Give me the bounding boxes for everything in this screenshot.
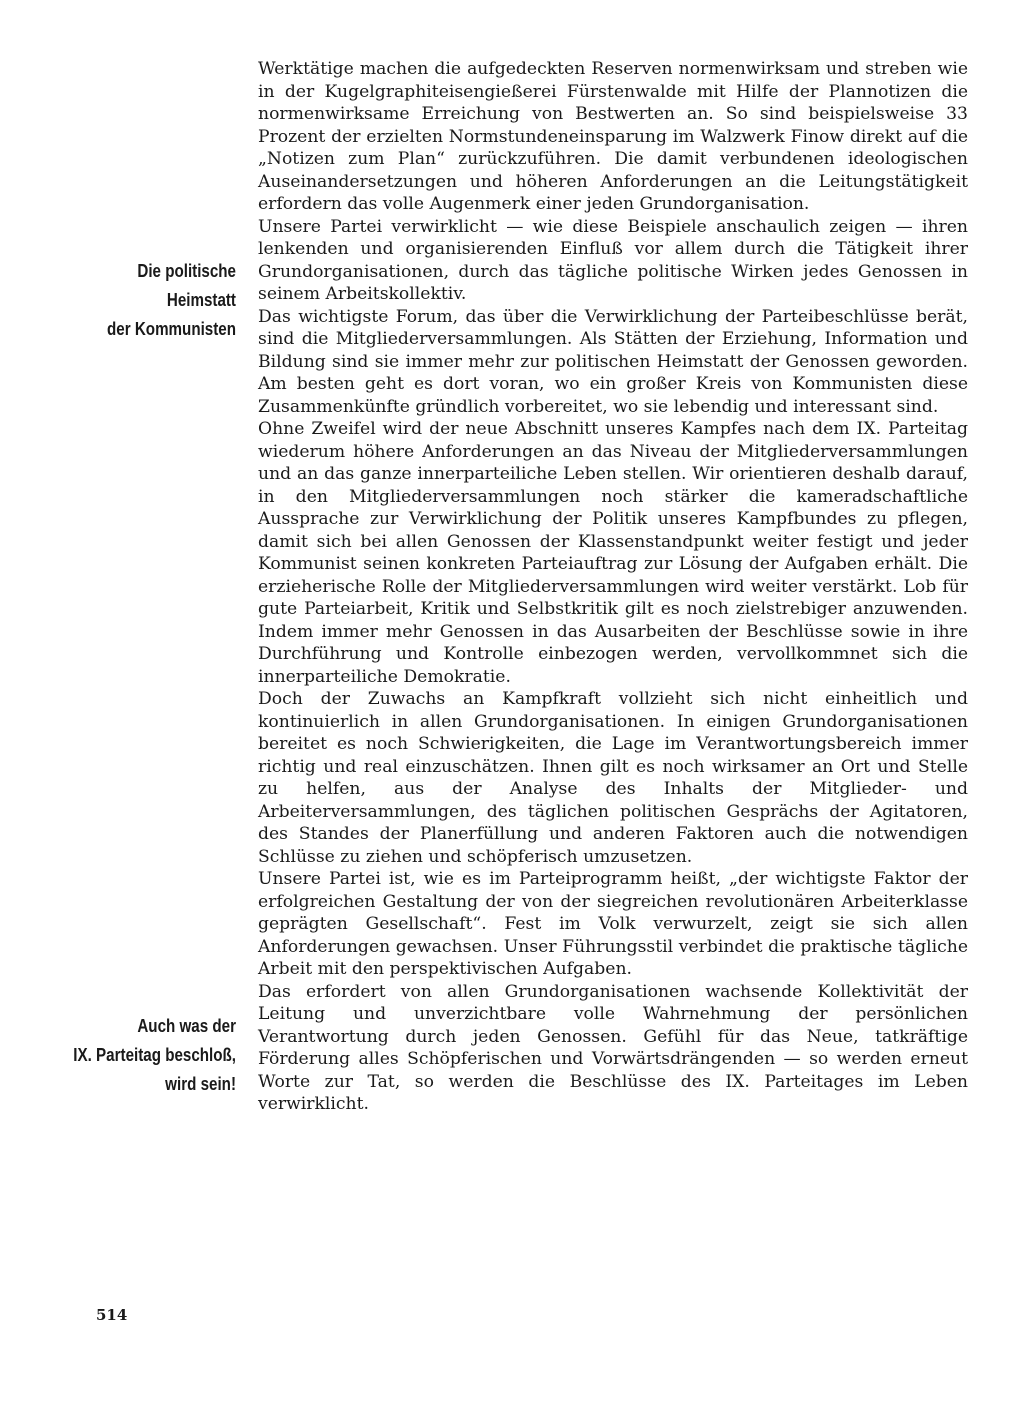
paragraph-2: Unsere Partei verwirklicht — wie diese Beispiele anschaulich zeigen — ihren lenkenden und organisierenden Einfluß vor allem durch die Tätigkeit ihrer Grundorganisationen, durch das tägliche politische Wirken jedes Genossen in seinem Arbeitskollektiv. bbox=[258, 216, 968, 304]
page-number: 514 bbox=[96, 1306, 128, 1324]
marginal-note-line: der Kommunisten bbox=[107, 318, 236, 339]
marginal-note-line: Die politische bbox=[137, 260, 236, 281]
body-text-column bbox=[258, 58, 968, 1116]
marginal-note-parteitag bbox=[72, 1011, 236, 1098]
marginal-note-line: wird sein! bbox=[165, 1073, 236, 1094]
paragraph-6: Unsere Partei ist, wie es im Parteiprogramm heißt, „der wichtigste Faktor der erfolgreichen Gestaltung der von der siegreichen revolutionären Arbeiterklasse geprägten Gesellschaft“. Fest im Volk verwurzelt, zeigt sie sich allen Anforderungen gewachsen. Unser Führungsstil verbindet die praktische tägliche Arbeit mit den perspektivischen Aufgaben. bbox=[258, 869, 968, 979]
paragraph-3: Das wichtigste Forum, das über die Verwirklichung der Parteibeschlüsse berät, sind die Mitgliederversammlungen. Als Stätten der Erziehung, Information und Bildung sind sie immer mehr zur politischen Heimstatt der Genossen geworden. Am besten geht es dort voran, wo ein großer Kreis von Kommunisten diese Zusammenkünfte gründlich vorbereitet, wo sie lebendig und interessant sind. bbox=[258, 306, 968, 417]
paragraph-4: Ohne Zweifel wird der neue Abschnitt unseres Kampfes nach dem IX. Parteitag wiederum höhere Anforderungen an das Niveau der Mitgliederversammlungen und an das ganze innerparteiliche Leben stellen. Wir orientieren deshalb darauf, in den Mitgliederversammlungen noch stärker die kameradschaftliche Aussprache zur Verwirklichung der Politik unseres Kampfbundes zu pflegen, damit sich bei allen Genossen der Klassenstandpunkt weiter festigt und jeder Kommunist seinen konkreten Parteiauftrag zur Lösung der Aufgaben erhält. Die erzieherische Rolle der Mitgliederversammlungen wird weiter verstärkt. Lob für gute Parteiarbeit, Kritik und Selbstkritik gilt es noch zielstrebiger anzuwenden. Indem immer mehr Genossen in das Ausarbeiten der Beschlüsse sowie in ihre Durchführung und Kontrolle einbezogen werden, vervollkommnet sich die innerparteiliche Demokratie. bbox=[258, 419, 968, 687]
paragraph-7: Das erfordert von allen Grundorganisationen wachsende Kollektivität der Leitung und unverzichtbare volle Wahrnehmung der persönlichen Verantwortung durch jeden Genossen. Gefühl für das Neue, tatkräftige Förderung alles Schöpferischen und Vorwärtsdrängenden — so werden erneut Worte zur Tat, so werden die Beschlüsse des IX. Parteitages im Leben verwirklicht. bbox=[258, 981, 968, 1114]
paragraph-1: Werktätige machen die aufgedeckten Reserven normenwirksam und streben wie in der Kugelgraphiteisengießerei Fürstenwalde mit Hilfe der Plannotizen die normenwirksame Erreichung von Bestwerten an. So sind beispielsweise 33 Prozent der erzielten Normstundeneinsparung im Walzwerk Finow direkt auf die „Notizen zum Plan“ zurückzuführen. Die damit verbundenen ideologischen Auseinandersetzungen und höheren Anforderungen an die Leitungstätigkeit erfordern das volle Augenmerk einer jeden Grundorganisation. bbox=[258, 59, 968, 214]
marginal-note-heimstatt bbox=[72, 256, 236, 343]
marginal-note-line: Auch was der bbox=[137, 1015, 236, 1036]
marginal-note-line: IX. Parteitag beschloß, bbox=[73, 1044, 236, 1065]
paragraph-5: Doch der Zuwachs an Kampfkraft vollzieht sich nicht einheitlich und kontinuierlich in allen Grundorganisationen. In einigen Grundorganisationen bereitet es noch Schwierigkeiten, die Lage im Verantwortungsbereich immer richtig und real einzuschätzen. Ihnen gilt es noch wirksamer an Ort und Stelle zu helfen, aus der Analyse des Inhalts der Mitglieder- und Arbeiterversammlungen, des täglichen politischen Gesprächs der Agitatoren, des Standes der Planerfüllung und anderen Faktoren auch die notwendigen Schlüsse zu ziehen und schöpferisch umzusetzen. bbox=[258, 689, 968, 867]
marginal-note-line: Heimstatt bbox=[166, 289, 236, 310]
